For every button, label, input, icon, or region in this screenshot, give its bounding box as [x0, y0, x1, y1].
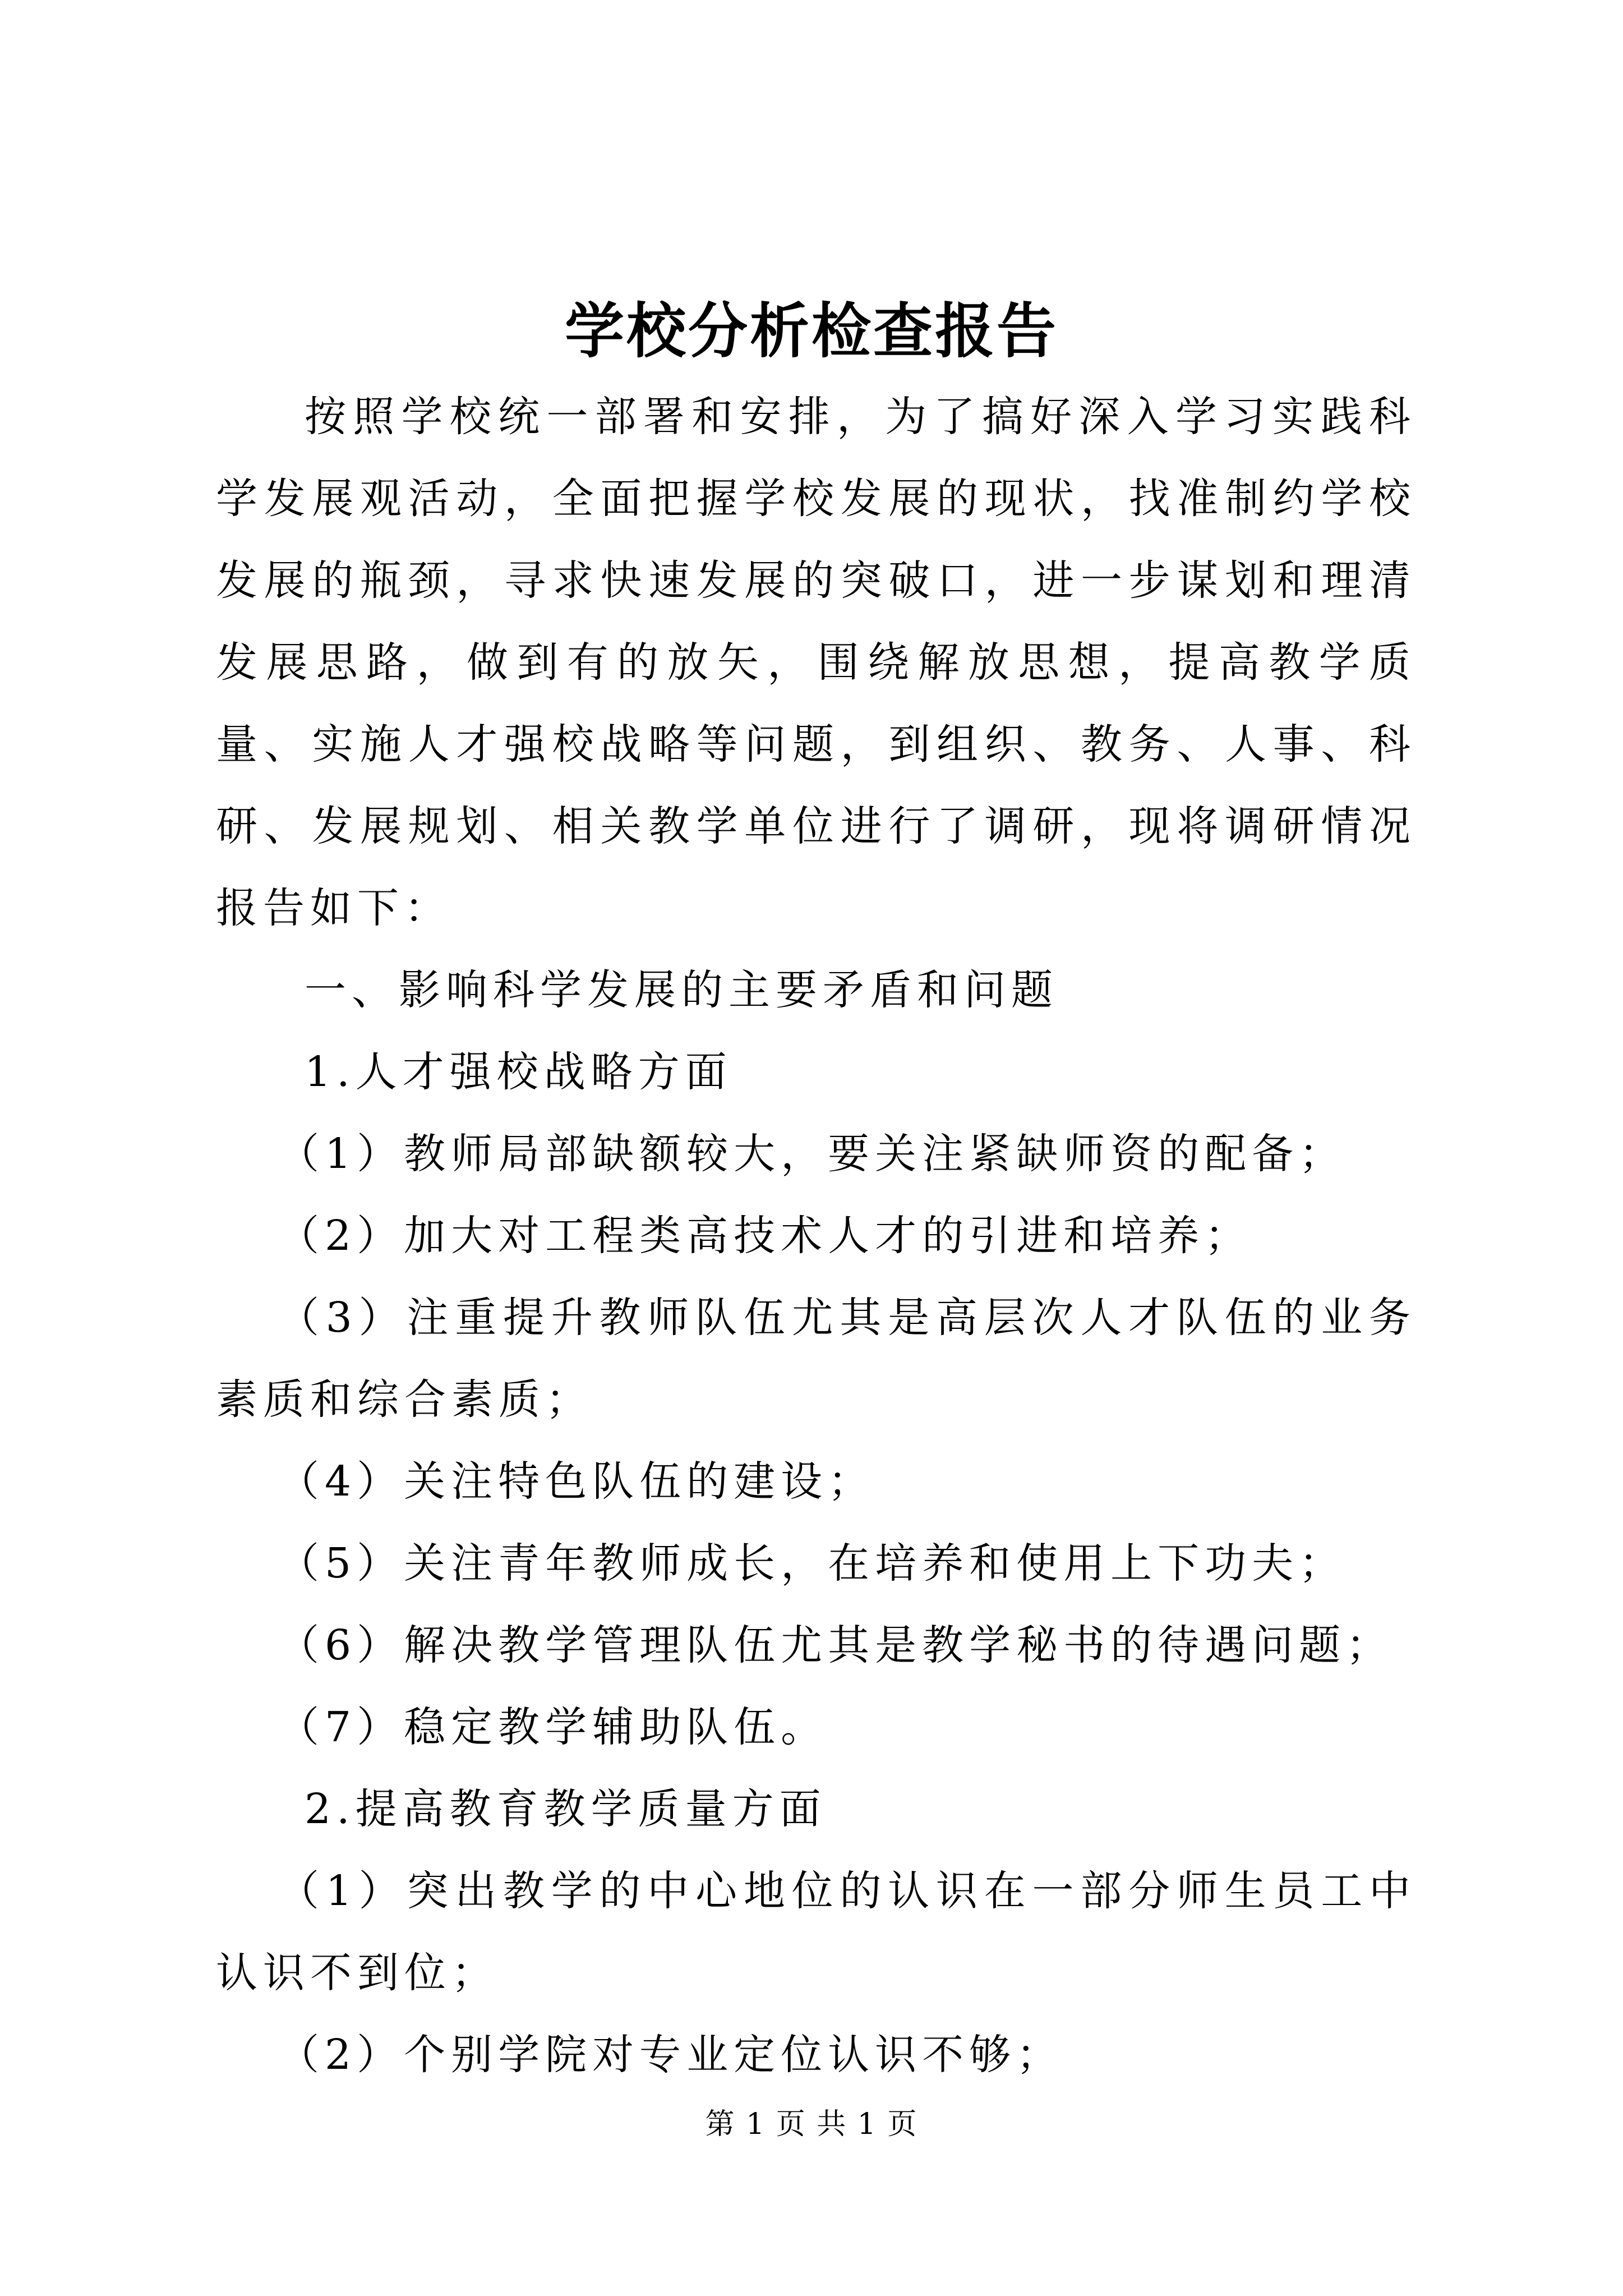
document-title: 学校分析检查报告 [565, 296, 1058, 366]
list-item: （3）注重提升教师队伍尤其是高层次人才队伍的业务素质和综合素质； [216, 1294, 1416, 1424]
intro-paragraph: 按照学校统一部署和安排，为了搞好深入学习实践科学发展观活动，全面把握学校发展的现状，找准制约学校发展的瓶颈，寻求快速发展的突破口，进一步谋划和理清发展思路，做到有的放矢，围绕解放思想，提高教学质量、实施人才强校战略等问题，到组织、教务、人事、科研、发展规划、相关教学单位进行了调研，现将调研情况报告如下： [216, 393, 1416, 932]
list-item: （1）教师局部缺额较大，要关注紧缺师资的配备； [278, 1130, 1347, 1178]
list-item: （1）突出教学的中心地位的认识在一部分师生员工中认识不到位； [216, 1867, 1416, 1997]
section-heading: 一、影响科学发展的主要矛盾和问题 [305, 966, 1058, 1014]
list-item: （2）个别学院对专业定位认识不够； [278, 2031, 1064, 2079]
page-footer: 第 1 页 共 1 页 [705, 2108, 918, 2141]
subsection-heading: 1.人才强校战略方面 [305, 1048, 732, 1096]
document-body [216, 376, 1416, 2096]
list-item: （7）稳定教学辅助队伍。 [278, 1703, 828, 1751]
list-item: （5）关注青年教师成长，在培养和使用上下功夫； [278, 1539, 1347, 1588]
list-item: （2）加大对工程类高技术人才的引进和培养； [278, 1212, 1252, 1260]
list-item: （4）关注特色队伍的建设； [278, 1457, 875, 1506]
subsection-heading: 2.提高教育教学质量方面 [305, 1785, 827, 1833]
list-item: （6）解决教学管理队伍尤其是教学秘书的待遇问题； [278, 1621, 1394, 1669]
